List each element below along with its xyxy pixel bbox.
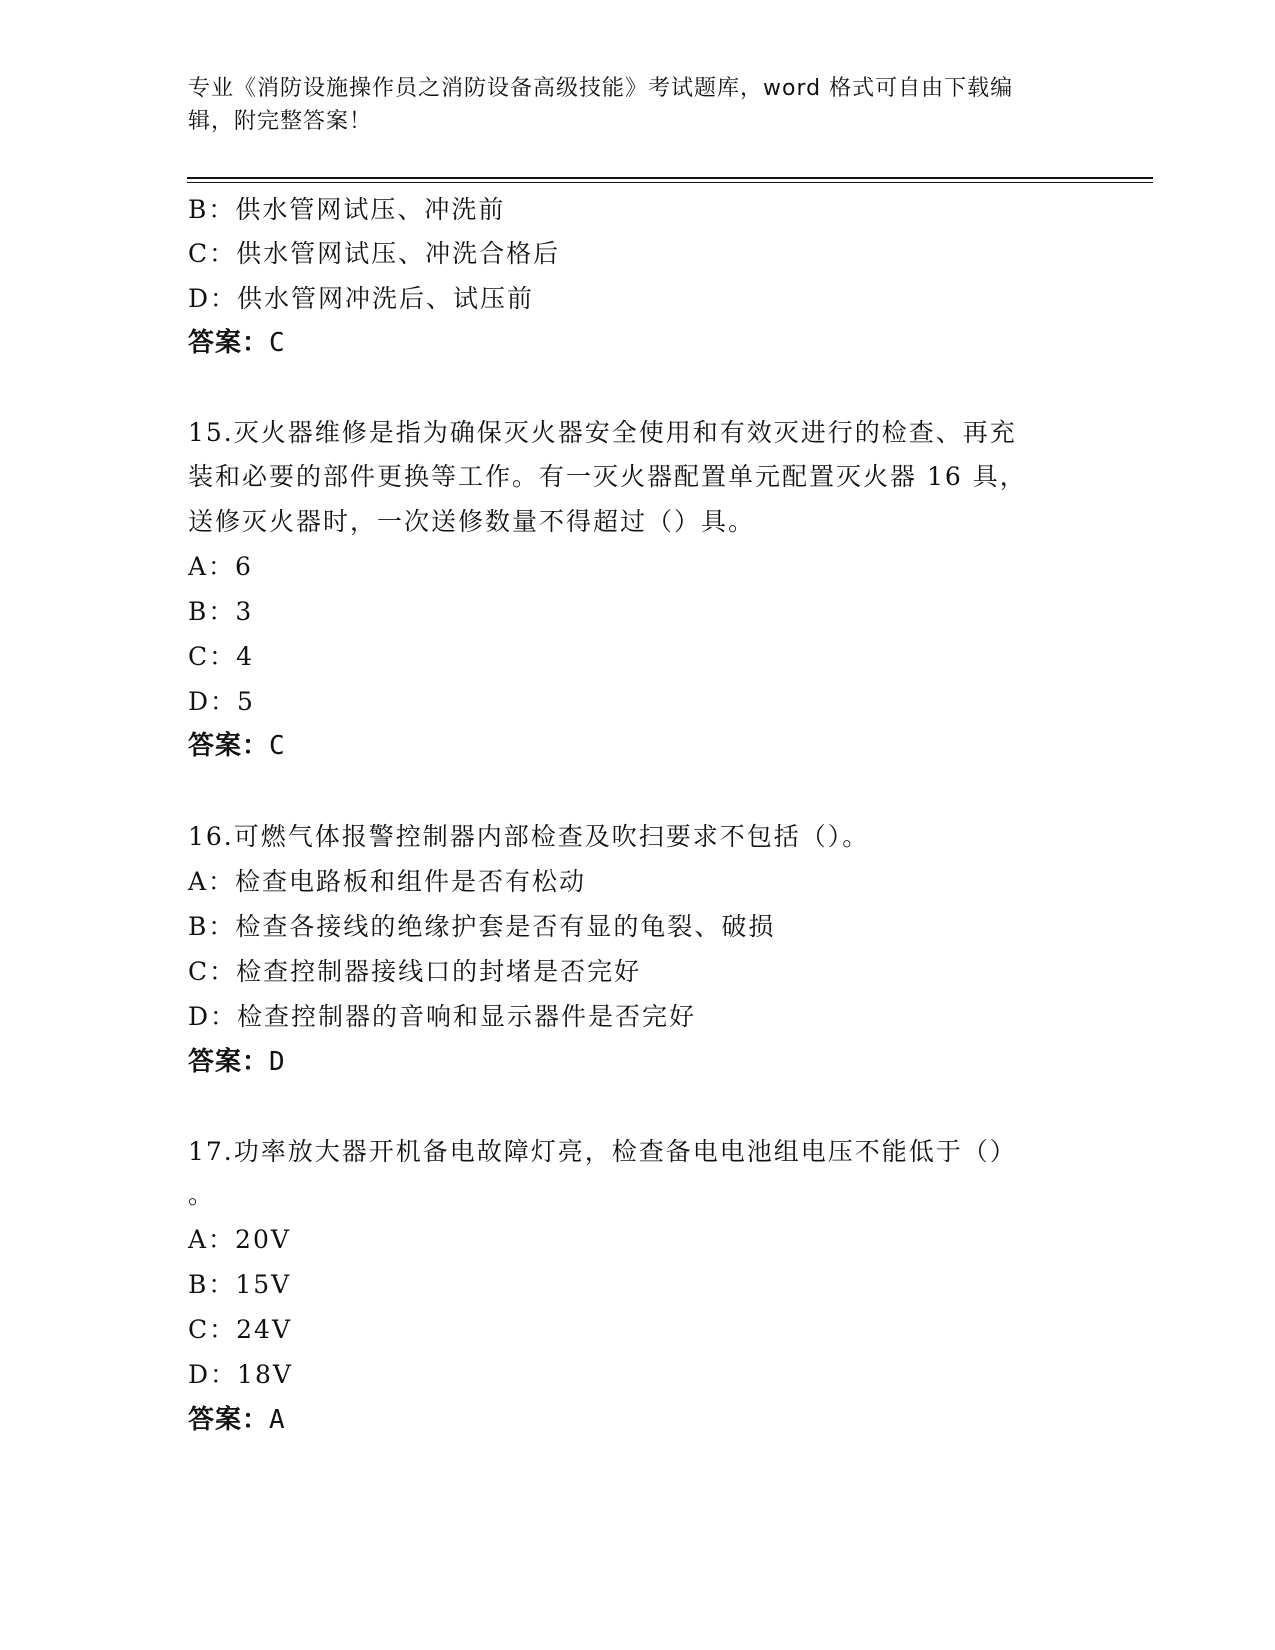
option-d: D：供水管网冲洗后、试压前 [188, 284, 535, 313]
question-15-line-3: 送修灭火器时，一次送修数量不得超过（）具。 [188, 507, 756, 536]
option-a: A：检查电路板和组件是否有松动 [188, 867, 587, 896]
answer-line [188, 328, 286, 358]
header-line-2: 辑，附完整答案！ [188, 109, 373, 134]
option-d: D：18V [188, 1360, 293, 1389]
answer-value: A [269, 1405, 286, 1435]
option-c: C：4 [188, 642, 255, 671]
header-divider [187, 177, 1153, 179]
option-a: A：6 [188, 552, 253, 581]
answer-label: 答案： [188, 731, 270, 761]
answer-label: 答案： [188, 328, 270, 358]
answer-value: D [269, 1047, 286, 1077]
answer-line [188, 1405, 286, 1435]
option-a: A：20V [188, 1225, 291, 1254]
question-15-line-1: 15.灭火器维修是指为确保灭火器安全使用和有效灭进行的检查、再充 [188, 418, 1017, 447]
question-17-line-2: 。 [188, 1180, 216, 1209]
option-d: D：5 [188, 687, 255, 716]
header-line-1: 专业《消防设施操作员之消防设备高级技能》考试题库，word 格式可自由下载编 [188, 76, 1014, 101]
option-c: C：检查控制器接线口的封堵是否完好 [188, 957, 642, 986]
answer-label: 答案： [188, 1047, 270, 1077]
document-header [188, 72, 1068, 138]
answer-value: C [269, 731, 286, 761]
question-15-line-2: 装和必要的部件更换等工作。有一灭火器配置单元配置灭火器 16 具， [188, 462, 1027, 491]
answer-value: C [269, 328, 286, 358]
question-17-line-1: 17.功率放大器开机备电故障灯亮，检查备电电池组电压不能低于（） [188, 1137, 1017, 1166]
option-b: B：检查各接线的绝缘护套是否有显的龟裂、破损 [188, 912, 776, 941]
header-divider-thin [187, 182, 1153, 183]
answer-line [188, 1047, 286, 1077]
option-d: D：检查控制器的音响和显示器件是否完好 [188, 1002, 697, 1031]
option-b: B：供水管网试压、冲洗前 [188, 195, 506, 224]
option-b: B：3 [188, 597, 254, 626]
answer-line [188, 731, 286, 761]
option-c: C：24V [188, 1315, 292, 1344]
option-c: C：供水管网试压、冲洗合格后 [188, 239, 561, 268]
question-16-line-1: 16.可燃气体报警控制器内部检查及吹扫要求不包括（）。 [188, 822, 870, 851]
answer-label: 答案： [188, 1405, 270, 1435]
option-b: B：15V [188, 1270, 292, 1299]
